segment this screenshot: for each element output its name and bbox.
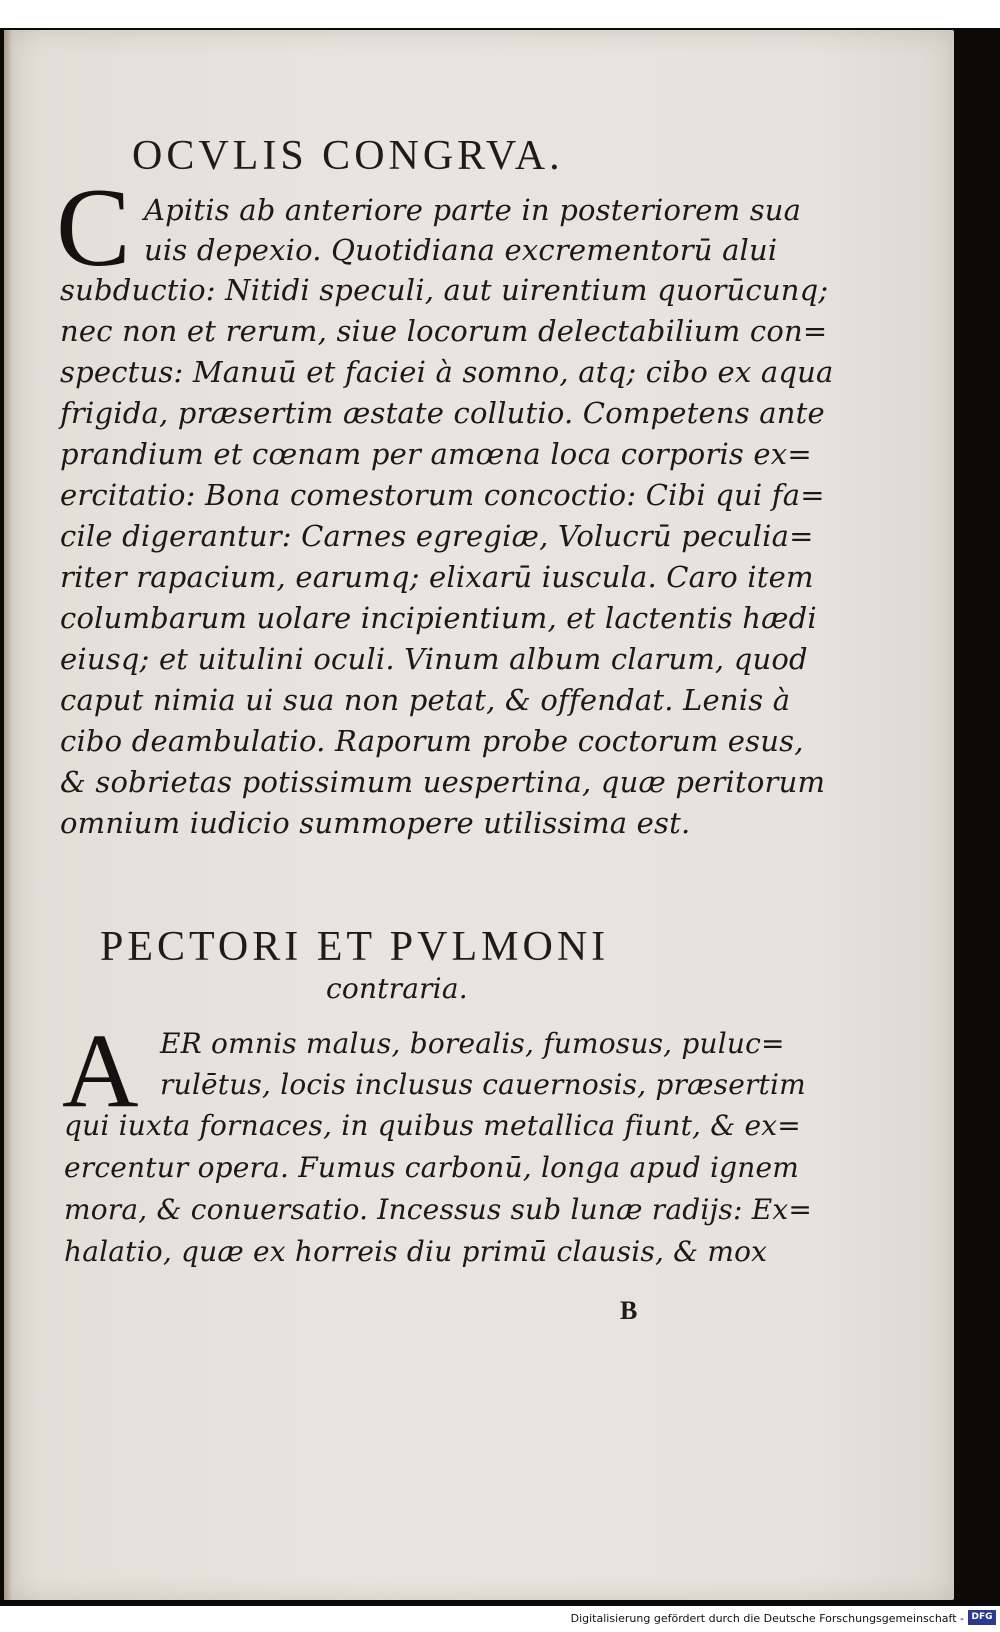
text-line: cibo deambulatio. Raporum probe coctorum esus, <box>60 724 804 758</box>
text-line: subductio: Nitidi speculi, aut uirentium quorūcunq; <box>60 273 829 307</box>
text-line: omnium iudicio summopere utilissima est. <box>60 806 691 840</box>
text-line: rulētus, locis inclusus cauernosis, præsertim <box>160 1068 806 1101</box>
text-line: uis depexio. Quotidiana excrementorū alui <box>144 233 778 267</box>
text-line: Apitis ab anteriore parte in posteriorem sua <box>144 193 802 227</box>
footer-credit: Digitalisierung gefördert durch die Deutsche Forschungsgemeinschaft - <box>570 1612 964 1625</box>
text-line: frigida, præsertim æstate collutio. Competens ante <box>60 396 825 430</box>
section-heading-pectori: PECTORI ET PVLMONI <box>100 924 610 970</box>
text-line: cile digerantur: Carnes egregiæ, Volucrū peculia= <box>60 519 814 553</box>
text-line: spectus: Manuū et faciei à somno, atq; cibo ex aqua <box>60 355 834 389</box>
text-line: caput nimia ui sua non petat, & offendat. Lenis à <box>60 683 791 717</box>
drop-initial-a: A <box>62 1012 139 1129</box>
section-heading-oculis: OCVLIS CONGRVA. <box>132 133 564 179</box>
text-line: prandium et cœnam per amœna loca corporis ex= <box>60 437 812 471</box>
text-line: mora, & conuersatio. Incessus sub lunæ radijs: Ex= <box>64 1193 812 1226</box>
text-line: ercentur opera. Fumus carbonū, longa apud ignem <box>64 1151 800 1184</box>
text-line: columbarum uolare incipientium, et lactentis hædi <box>60 601 817 635</box>
dfg-logo: DFG <box>968 1610 996 1625</box>
signature-mark: B <box>620 1296 638 1325</box>
section-subheading: contraria. <box>326 972 468 1005</box>
drop-initial-c: C <box>56 166 131 290</box>
text-line: nec non et rerum, siue locorum delectabilium con= <box>60 314 828 348</box>
text-line: & sobrietas potissimum uespertina, quæ peritorum <box>60 765 826 799</box>
text-line: ER omnis malus, borealis, fumosus, puluc= <box>160 1027 785 1060</box>
text-line: riter rapacium, earumq; elixarū iuscula. Caro item <box>60 560 814 594</box>
text-line: ercitatio: Bona comestorum concoctio: Cibi qui fa= <box>60 478 825 512</box>
page-binding-shadow <box>4 30 12 1600</box>
text-line: halatio, quæ ex horreis diu primū clausis, & mox <box>64 1235 768 1268</box>
text-line: eiusq; et uitulini oculi. Vinum album clarum, quod <box>60 642 808 676</box>
text-line: qui iuxta fornaces, in quibus metallica fiunt, & ex= <box>64 1109 801 1142</box>
